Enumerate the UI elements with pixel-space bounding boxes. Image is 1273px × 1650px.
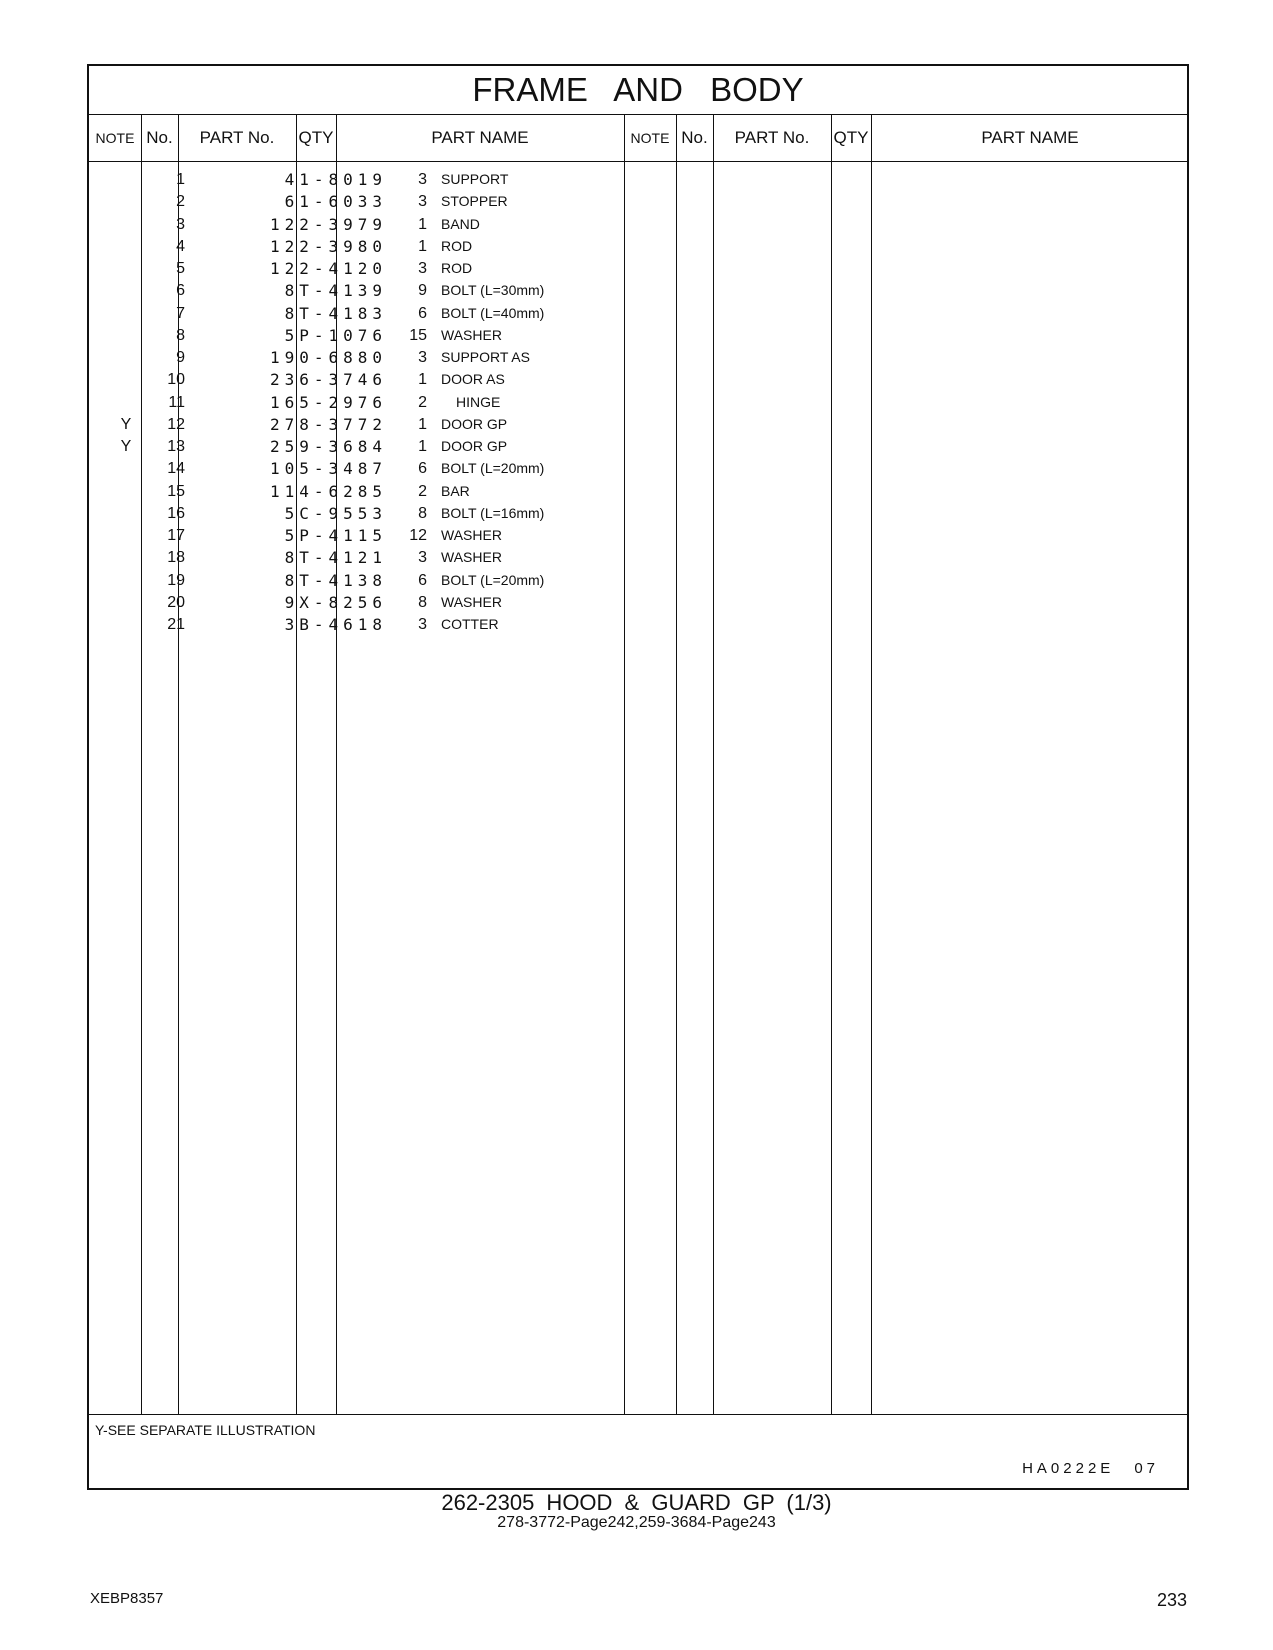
row-part-number: 8T-4138 (284, 570, 387, 590)
row-part-name: WASHER (441, 593, 502, 610)
table-row (89, 591, 1187, 614)
row-part-number: 236-3746 (269, 370, 387, 390)
header-partno-left: PART No. (199, 128, 275, 147)
header-note-right: NOTE (630, 130, 670, 146)
row-part-name: BAR (441, 482, 470, 499)
table-row (89, 168, 1187, 191)
row-part-number: 3B-4618 (284, 615, 387, 634)
row-number: 15 (167, 482, 185, 500)
illustration-code: HA0222E (1022, 1460, 1115, 1477)
row-part-name: COTTER (441, 616, 499, 632)
table-row (89, 569, 1187, 592)
row-part-number: 122-3979 (269, 214, 387, 234)
footer-note: Y-SEE SEPARATE ILLUSTRATION (95, 1422, 316, 1438)
row-part-name: BOLT (L=16mm) (441, 504, 545, 521)
row-number: 8 (176, 326, 185, 344)
row-number: 16 (167, 504, 185, 522)
row-part-number: 41-8019 (284, 170, 387, 189)
row-note: Y (120, 415, 132, 433)
row-number: 17 (167, 527, 185, 544)
row-quantity: 6 (418, 304, 427, 322)
row-part-name: WASHER (441, 549, 502, 566)
row-part-number: 5P-1076 (284, 325, 387, 345)
row-note (119, 391, 133, 414)
row-part-number: 114-6285 (269, 481, 387, 501)
row-part-number: 61-6033 (284, 192, 387, 212)
row-part-number: 8T-4139 (284, 281, 387, 301)
row-part-number: 5P-4115 (284, 526, 387, 545)
row-part-name: DOOR GP (441, 415, 508, 432)
row-quantity: 15 (409, 326, 427, 344)
row-part-name: ROD (441, 237, 473, 254)
header-no-right: No. (681, 128, 708, 147)
row-part-name: BOLT (L=40mm) (441, 304, 545, 321)
header-partno-right: PART No. (734, 128, 810, 147)
row-note (119, 257, 133, 280)
section-title: FRAME AND BODY (89, 66, 1187, 115)
row-note (119, 480, 133, 503)
table-row (89, 235, 1187, 258)
row-number: 18 (167, 549, 185, 567)
row-part-number: 278-3772 (269, 414, 387, 434)
row-number: 12 (167, 415, 185, 433)
row-number: 3 (176, 215, 185, 233)
row-number: 7 (176, 304, 185, 322)
row-part-name: WASHER (441, 527, 502, 543)
table-row (89, 302, 1187, 325)
page-reference: 278-3772-Page242,259-3684-Page243 (497, 1514, 776, 1531)
row-part-name: DOOR AS (441, 371, 505, 388)
footer-code (1022, 1460, 1159, 1477)
row-part-name: HINGE (456, 393, 501, 410)
row-quantity: 8 (418, 593, 427, 611)
row-note: Y (120, 438, 132, 455)
row-part-number: 122-4120 (269, 259, 387, 278)
row-note (119, 591, 133, 614)
row-part-name: WASHER (441, 326, 502, 343)
header-qty-right: QTY (833, 128, 869, 147)
row-quantity: 3 (418, 349, 427, 366)
row-quantity: 1 (418, 215, 427, 233)
table-row (89, 346, 1187, 369)
row-part-name: BOLT (L=30mm) (441, 282, 545, 299)
row-part-number: 165-2976 (269, 392, 387, 412)
footer-divider (89, 1414, 1187, 1415)
row-part-number: 5C-9553 (284, 503, 387, 523)
table-row (89, 457, 1187, 480)
row-quantity: 3 (418, 616, 427, 633)
row-note (119, 613, 133, 636)
parts-list-frame (87, 64, 1189, 1490)
row-quantity: 6 (418, 460, 427, 478)
table-row (89, 257, 1187, 280)
page-number: 233 (1156, 1590, 1187, 1610)
row-number: 10 (167, 371, 185, 389)
row-note (119, 569, 133, 592)
row-part-number: 9X-8256 (284, 592, 387, 612)
row-quantity: 1 (418, 237, 427, 255)
row-part-name: STOPPER (441, 193, 508, 210)
table-row (89, 279, 1187, 302)
row-note (119, 235, 133, 258)
row-part-name: BOLT (L=20mm) (441, 460, 545, 477)
row-quantity: 12 (409, 527, 427, 544)
row-quantity: 3 (418, 260, 427, 277)
table-row (89, 391, 1187, 414)
row-part-name: BAND (441, 215, 480, 232)
row-number: 20 (167, 593, 185, 611)
row-note (119, 546, 133, 569)
row-number: 14 (167, 460, 185, 478)
header-no-left: No. (146, 128, 173, 147)
table-row (89, 190, 1187, 213)
row-note (119, 213, 133, 236)
header-note-left: NOTE (95, 130, 135, 146)
row-note (119, 168, 133, 191)
row-number: 21 (167, 616, 185, 633)
row-quantity: 3 (418, 193, 427, 211)
document-id: XEBP8357 (90, 1590, 164, 1607)
row-number: 11 (168, 393, 185, 411)
row-quantity: 3 (418, 549, 427, 567)
table-row (89, 435, 1187, 458)
row-quantity: 3 (418, 171, 427, 188)
row-number: 6 (176, 282, 185, 300)
row-note (119, 190, 133, 213)
row-part-name: SUPPORT (441, 171, 509, 187)
row-part-number: 259-3684 (269, 437, 387, 456)
row-number: 4 (176, 237, 185, 255)
row-number: 19 (167, 571, 185, 589)
table-row (89, 502, 1187, 525)
row-number: 9 (176, 349, 185, 366)
table-row (89, 413, 1187, 436)
row-quantity: 2 (418, 393, 427, 411)
row-note (119, 346, 133, 369)
header-qty-left: QTY (298, 128, 334, 147)
table-row (89, 546, 1187, 569)
table-row (89, 213, 1187, 236)
row-note (119, 368, 133, 391)
row-number: 13 (167, 438, 185, 455)
table-row (89, 368, 1187, 391)
row-part-name: ROD (441, 260, 473, 276)
table-row (89, 324, 1187, 347)
row-note (119, 324, 133, 347)
row-quantity: 9 (418, 282, 427, 300)
row-quantity: 2 (418, 482, 427, 500)
row-quantity: 1 (418, 415, 427, 433)
row-part-number: 190-6880 (269, 348, 387, 367)
table-row (89, 480, 1187, 503)
row-part-name: BOLT (L=20mm) (441, 571, 545, 588)
row-part-name: DOOR GP (441, 438, 508, 454)
row-part-number: 8T-4121 (284, 548, 387, 568)
row-number: 5 (176, 260, 185, 277)
row-part-name: SUPPORT AS (441, 349, 530, 365)
row-number: 1 (176, 171, 185, 188)
row-quantity: 6 (418, 571, 427, 589)
table-row (89, 524, 1187, 547)
row-quantity: 1 (418, 371, 427, 389)
group-caption: 262-2305 HOOD & GUARD GP (1/3) (441, 1490, 832, 1515)
row-quantity: 1 (418, 438, 427, 455)
row-note (119, 524, 133, 547)
row-note (119, 279, 133, 302)
row-part-number: 122-3980 (269, 236, 387, 256)
illustration-year: 07 (1134, 1460, 1159, 1477)
row-note (119, 502, 133, 525)
row-part-number: 8T-4183 (284, 303, 387, 323)
row-quantity: 8 (418, 504, 427, 522)
header-partname-right: PART NAME (981, 128, 1079, 147)
table-header (89, 115, 1187, 162)
header-partname-left: PART NAME (431, 128, 529, 147)
row-part-number: 105-3487 (269, 459, 387, 479)
row-number: 2 (176, 193, 185, 211)
table-row (89, 613, 1187, 636)
row-note (119, 302, 133, 325)
row-note (119, 457, 133, 480)
